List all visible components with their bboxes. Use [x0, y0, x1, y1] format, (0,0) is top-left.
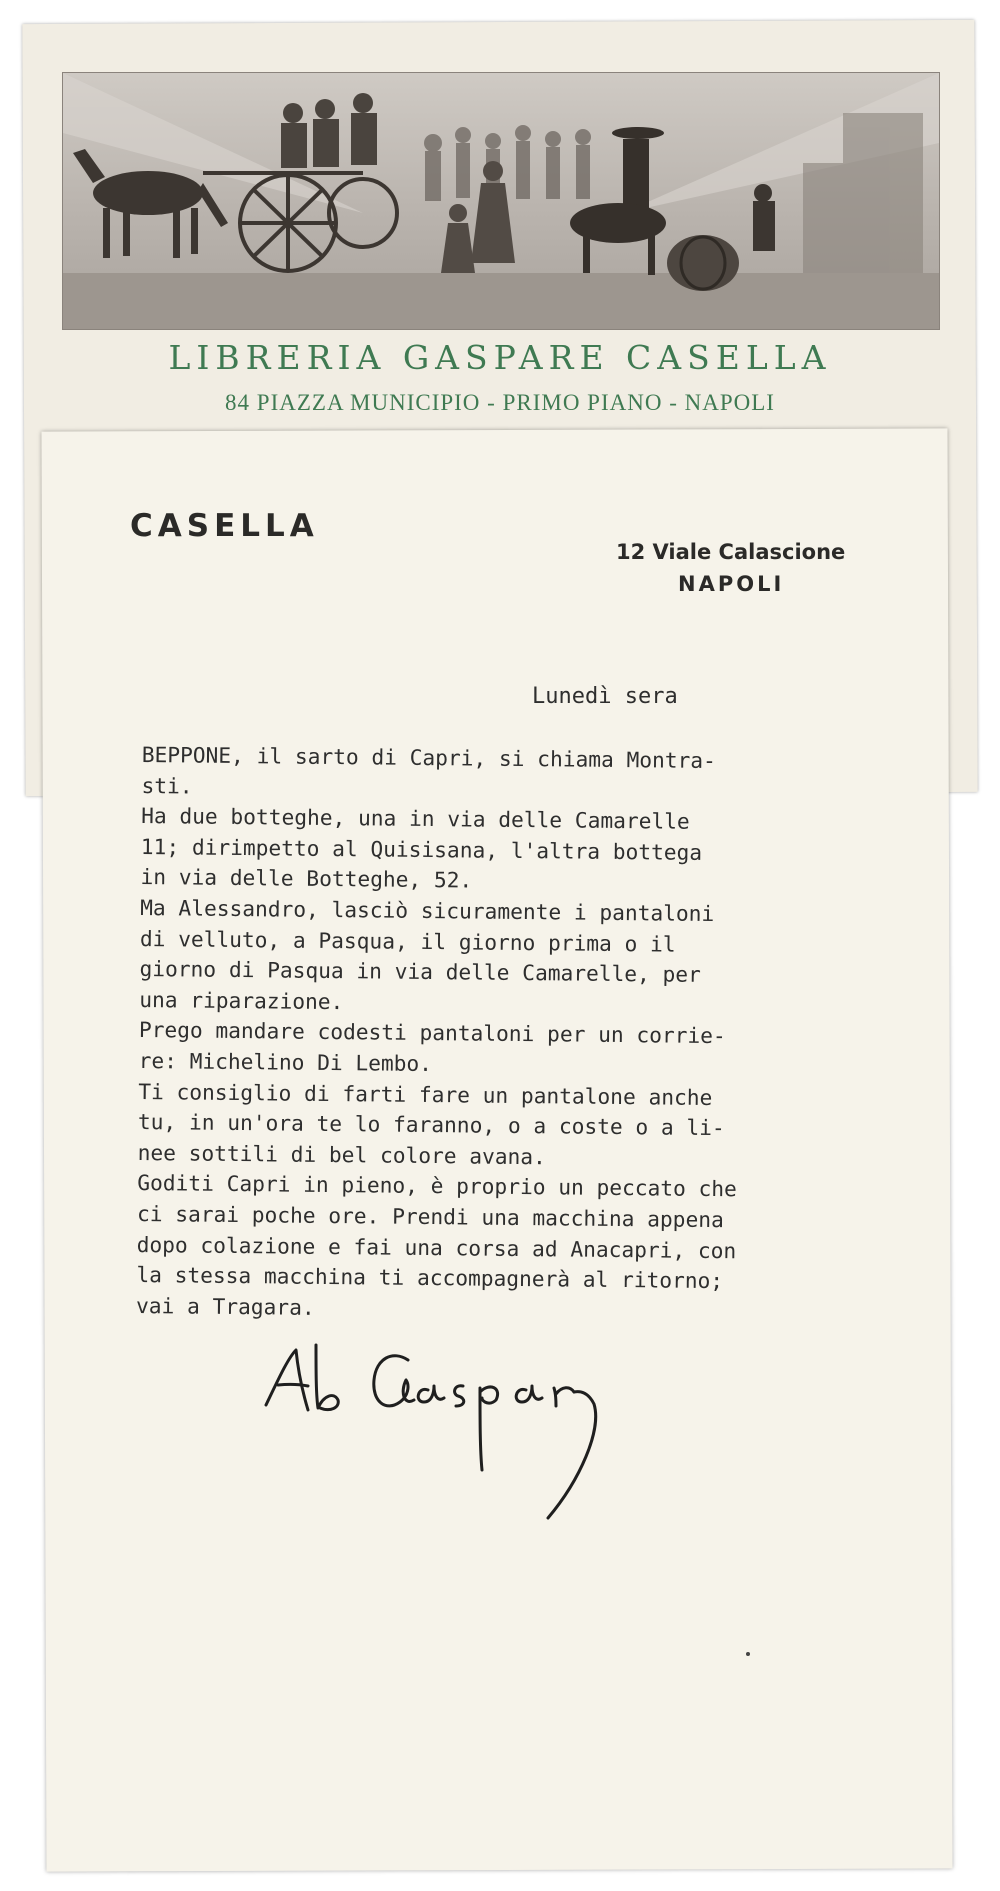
letter-line: 11; dirimpetto al Quisisana, l'altra bottega: [140, 833, 703, 865]
handwritten-signature: [258, 1340, 638, 1530]
letterhead-city: NAPOLI: [678, 572, 785, 596]
shop-address: 84 PIAZZA MUNICIPIO - PRIMO PIANO - NAPOLI: [225, 390, 775, 415]
letter-line: sti.: [141, 772, 193, 799]
letter-line: giorno di Pasqua in via delle Camarelle, per: [139, 956, 701, 988]
letter-line: Ti consiglio di farti fare un pantalone anche: [138, 1078, 713, 1110]
letter-line: di velluto, a Pasqua, il giorno prima o il: [139, 925, 676, 957]
letter-line: Ha due botteghe, una in via delle Camarelle: [141, 803, 690, 834]
letter-line: ci sarai poche ore. Prendi una macchina appena: [136, 1200, 724, 1233]
ink-speck: [746, 1652, 750, 1656]
letterhead-street: 12 Viale Calascione: [616, 540, 846, 564]
shop-name: LIBRERIA GASPARE CASELLA: [168, 338, 832, 377]
letter-line: BEPPONE, il sarto di Capri, si chiama Montra-: [141, 741, 716, 774]
letter-line: Prego mandare codesti pantaloni per un corrie-: [138, 1017, 726, 1049]
letter-line: una riparazione.: [139, 986, 344, 1014]
letter-line: Goditi Capri in pieno, è proprio un peccato che: [137, 1170, 737, 1202]
street-scene-drawing: [63, 73, 939, 329]
letter-line: in via delle Botteghe, 52.: [140, 864, 473, 893]
letter-line: re: Michelino Di Lembo.: [138, 1047, 433, 1076]
letter-line: dopo colazione e fai una corsa ad Anacapri, con: [136, 1231, 737, 1263]
street-scene-engraving: [62, 72, 940, 330]
letter-body: [136, 740, 922, 1329]
letter-line: tu, in un'ora te lo faranno, o a coste o a li-: [137, 1109, 725, 1141]
letterhead-name: CASELLA: [130, 508, 319, 544]
letter-dateline: Lunedì sera: [532, 684, 678, 709]
letter-line: la stessa macchina ti accompagnerà al ritorno;: [136, 1262, 724, 1294]
letter-line: Ma Alessandro, lasciò sicuramente i pantaloni: [140, 894, 715, 926]
letter-line: vai a Tragara.: [135, 1292, 315, 1320]
letter-line: nee sottili di bel colore avana.: [137, 1139, 546, 1169]
